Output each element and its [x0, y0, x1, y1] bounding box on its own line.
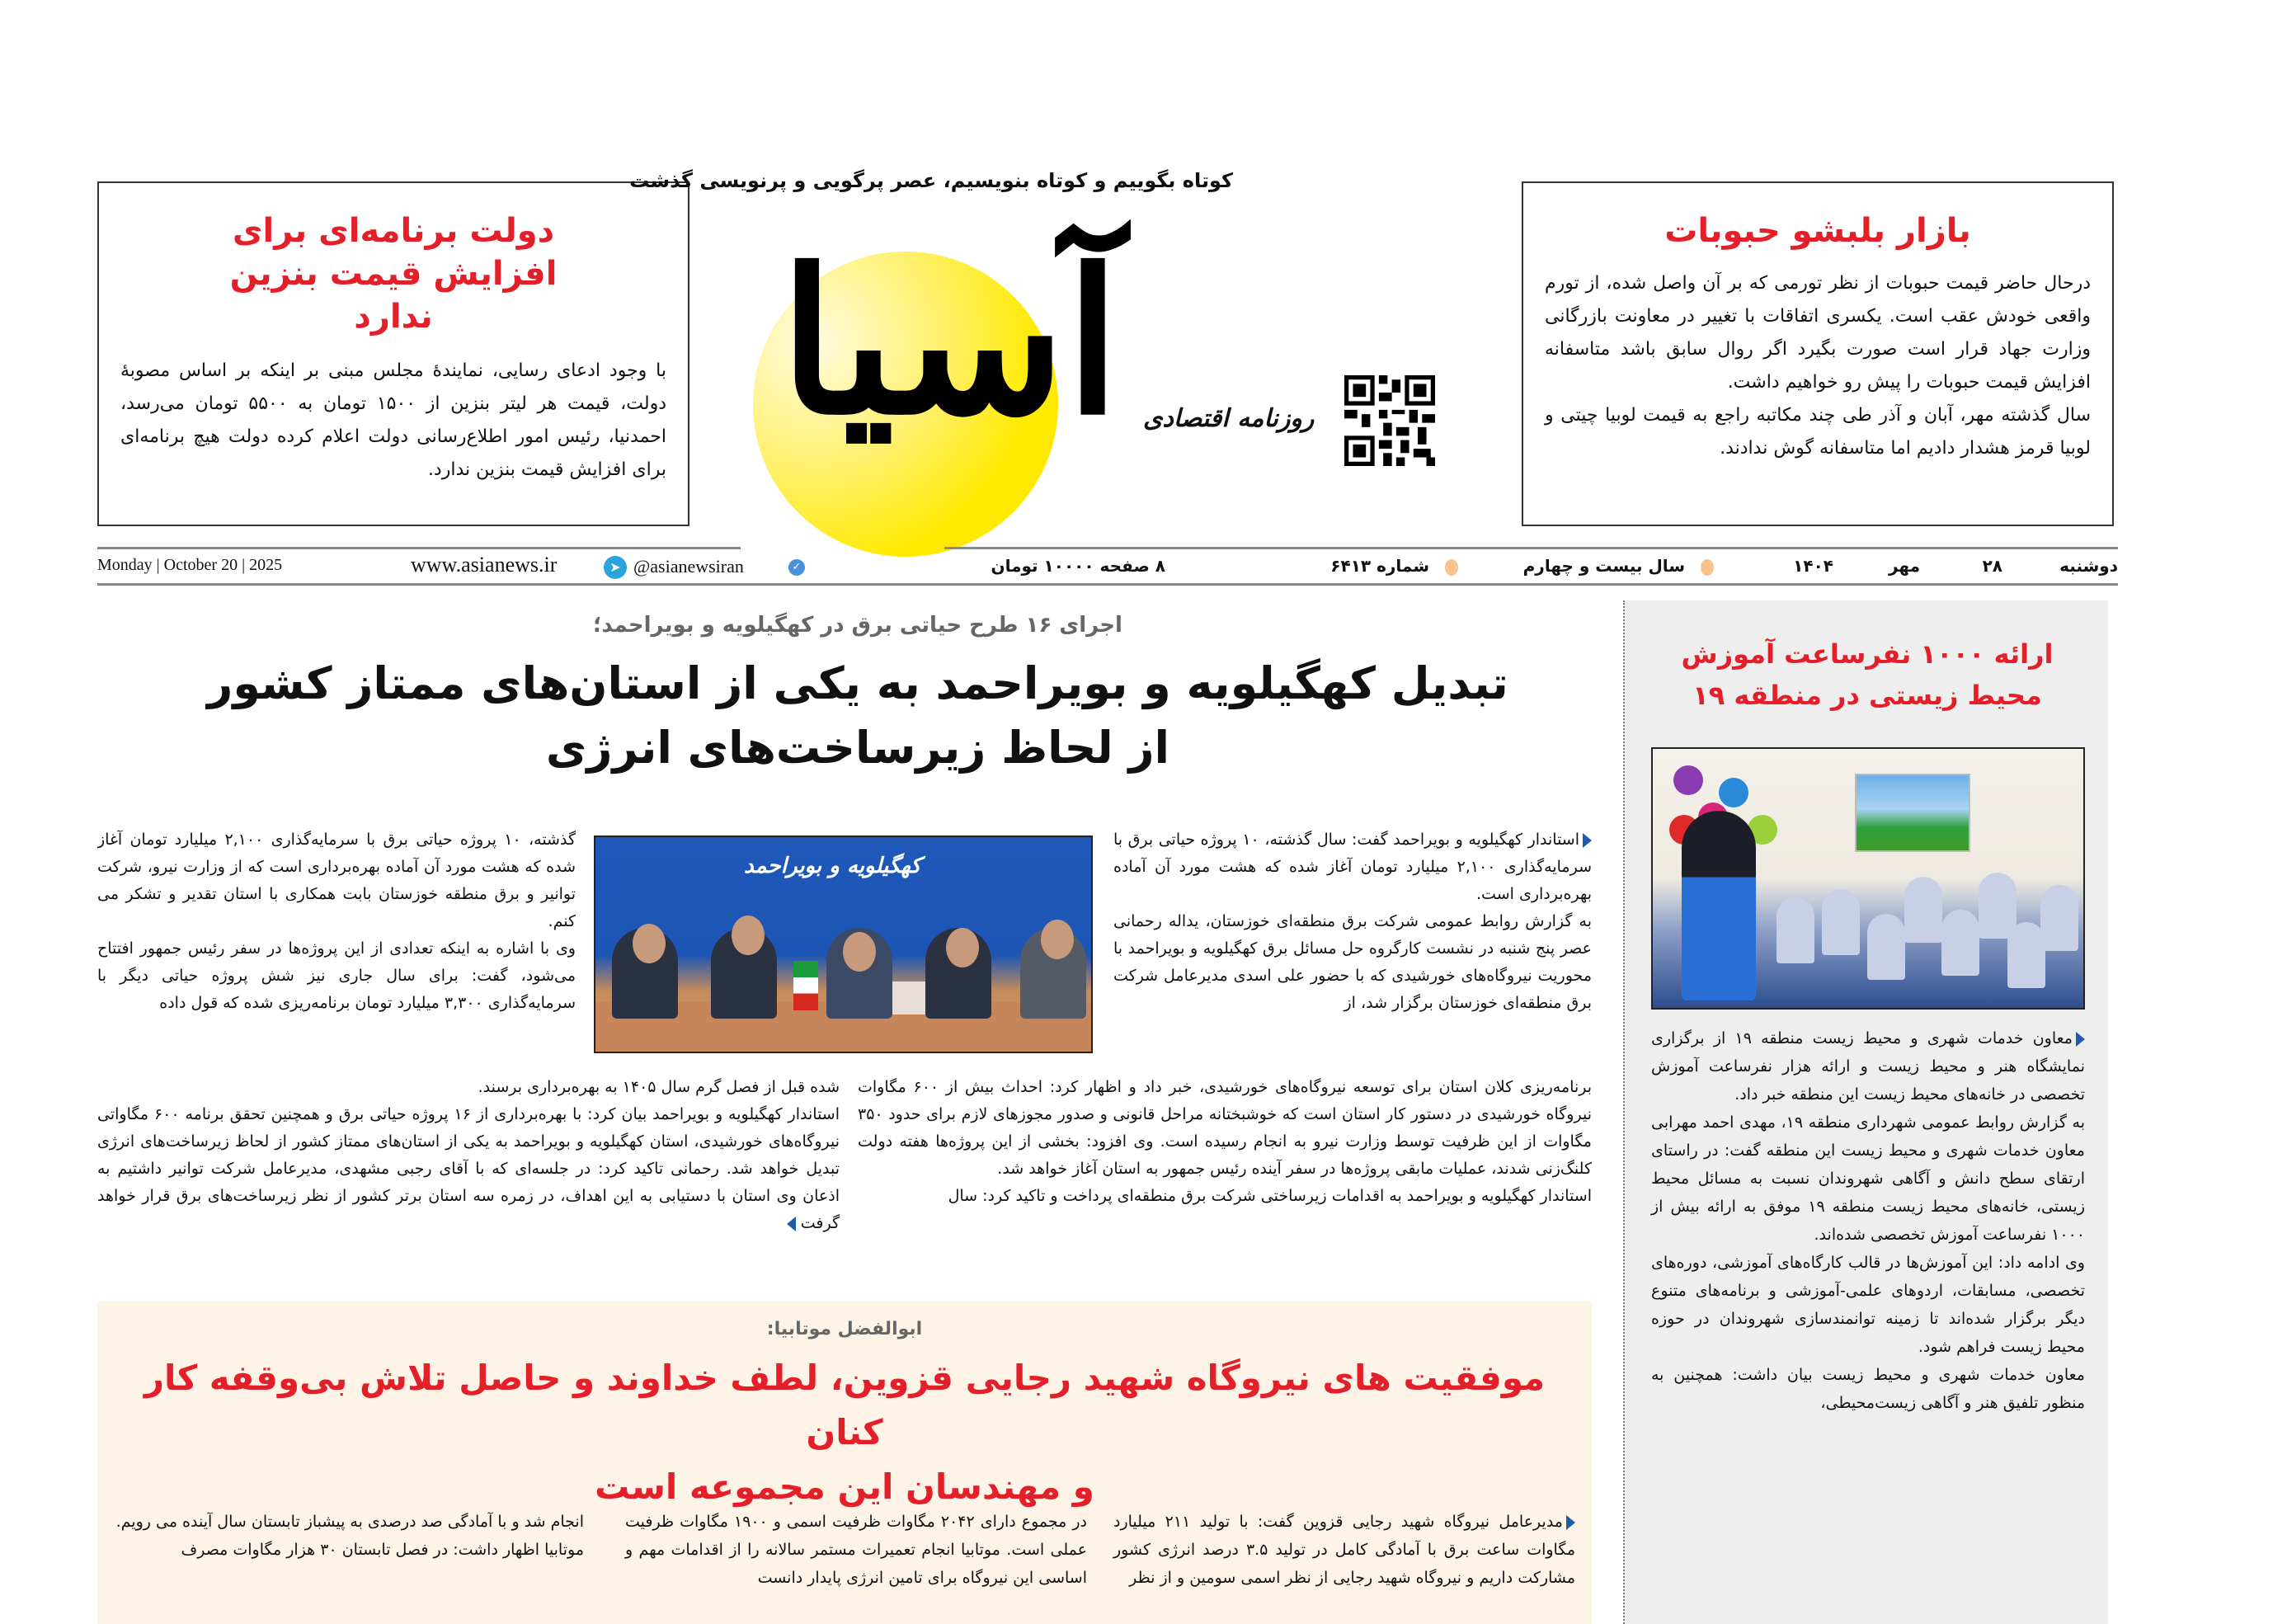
qr-code-icon[interactable] — [1344, 375, 1435, 466]
telegram-icon[interactable]: ➤ — [604, 556, 627, 579]
website-link[interactable]: www.asianews.ir — [411, 553, 558, 577]
issue-number: شماره ۶۴۱۳ — [1330, 556, 1429, 576]
article-kicker: اجرای ۱۶ طرح حیاتی برق در کهگیلویه و بویراحمد؛ — [593, 613, 1122, 638]
person-head — [946, 928, 979, 967]
teaser-title: بازار بلبشو حبوبات — [1664, 212, 1971, 250]
article-paragraph: به گزارش روابط عمومی شرکت برق منطقه‌ای خوزستان، یداله رحمانی عصر پنج شنبه در نشست کارگروه حل مسائل برق کهگیلویه و بویراحمد با محوریت نیروگاه‌های خورشیدی که با حضور علی اسدی مدیرعامل شرکت برق منطقه‌ای خوزستان برگزار شد، از — [1113, 912, 1592, 1012]
student-figure — [2040, 885, 2078, 951]
person-head — [843, 932, 876, 972]
teaser-paragraph: درحال حاضر قیمت حبوبات از نظر تورمی که بر آن واصل شده، از تورم واقعی خودش عقب است. یکسری اتفاقات با تغییر در معاونت بازرگانی وزارت جهاد قرار است صورت بگیرد اگر روال سابق باشد متاسفانه افزایش قیمت حبوبات را پیش رو خواهیم داشت. — [1545, 273, 2091, 393]
headline-line: تبدیل کهگیلویه و بویراحمد به یکی از استان‌های ممتاز کشور — [207, 657, 1508, 709]
article-column — [858, 1074, 1592, 1292]
volume: سال بیست و چهارم — [1522, 556, 1685, 576]
month: مهر — [1888, 556, 1920, 576]
headline-line: از لحاظ زیرساخت‌های انرژی — [545, 722, 1170, 774]
headline-line: ارائه ۱۰۰۰ نفرساعت آموزش — [1681, 638, 2054, 670]
article-paragraph: وی ادامه داد: این آموزش‌ها در قالب کارگاه‌های آموزشی، دوره‌های تخصصی، مسابقات، اردوهای علمی-آموزشی و برنامه‌های متنوع دیگر برگزار شده‌اند تا زمینه توانمندسازی شهروندان در حوزه محیط زیست فراهم شود. — [1651, 1254, 2085, 1356]
wall-flower — [1673, 765, 1703, 795]
article-paragraph: استاندار کهگیلویه و بویراحمد گفت: سال گذشته، ۱۰ پروژه حیاتی برق با سرمایه‌گذاری ۲,۱۰۰ میلیارد تومان آغاز شده که هشت مورد آن آماده بهره‌برداری است. — [1113, 831, 1592, 903]
meeting-photo[interactable] — [594, 836, 1093, 1053]
article-paragraph: وی با اشاره به اینکه تعدادی از این پروژه‌ها در سفر رئیس جمهور افتتاح می‌شود، گفت: برای سال جاری نیز شش پروژه حیاتی دیگر با سرمایه‌گذاری ۳,۳۰۰ میلیارد تومان برنامه‌ریزی شده که قول داده — [97, 939, 576, 1012]
headline-line: محیط زیستی در منطقه ۱۹ — [1692, 680, 2042, 711]
student-figure — [1777, 897, 1814, 963]
separator-dot-icon — [1445, 559, 1458, 576]
photo-banner-text: کهگیلویه و بویراحمد — [744, 854, 921, 878]
issue-info-bar — [97, 551, 2118, 584]
infobar-top-rule — [944, 547, 2118, 549]
article-paragraph: موتابیا اظهار داشت: در فصل تابستان ۳۰ هزار مگاوات مصرف — [181, 1541, 584, 1559]
masthead-tagline: کوتاه بگوییم و کوتاه بنویسیم، عصر پرگویی و پرنویسی گذشت — [629, 169, 1233, 192]
end-bullet-icon — [787, 1217, 796, 1231]
bullet-icon — [1583, 833, 1592, 848]
masthead-subtitle: روزنامه اقتصادی — [1138, 404, 1319, 433]
logo-wordmark: آسیا — [779, 226, 1121, 459]
masthead-logo — [629, 153, 1456, 532]
article-column — [625, 1508, 1087, 1592]
teaser-box-legumes[interactable] — [1522, 181, 2114, 526]
student-figure — [1867, 914, 1905, 980]
bullet-icon — [1566, 1515, 1575, 1530]
article-paragraph: معاون خدمات شهری و محیط زیست بیان داشت: همچنین به منظور تلفیق هنر و آگاهی زیست‌محیطی، — [1651, 1366, 2085, 1412]
infobar-top-rule — [97, 547, 741, 549]
student-figure — [1904, 877, 1942, 943]
article-paragraph: استاندار کهگیلویه و بویراحمد بیان کرد: با بهره‌برداری از ۱۶ پروژه حیاتی برق و همچنین تحقق برنامه ۶۰۰ مگاواتی نیروگاه‌های خورشیدی، استان کهگیلویه و بویراحمد به یکی از استان‌های ممتاز کشور از لحاظ زیرساخت‌های انرژی تبدیل خواهد شد. رحمانی تاکید کرد: در جلسه‌ای که با آقای رجبی مشهدی، مدیرعامل شرکت توانیر داشتیم به اذعان وی استان با دستیابی به این اهداف، در زمره سه استان برتر کشور از نظر زیرساخت‌های برق قرار خواهد گرفت — [97, 1105, 840, 1232]
iran-flag — [793, 961, 818, 1010]
teaser-paragraph: سال گذشته مهر، آبان و آذر طی چند مکاتبه راجع به قیمت لوبیا چیتی و لوبیا قرمز هشدار دادیم اما متاسفانه گوش ندادند. — [1545, 405, 2091, 459]
classroom-photo[interactable] — [1651, 747, 2085, 1010]
article-paragraph: به گزارش روابط عمومی شهرداری منطقه ۱۹، مهدی احمد مهرابی معاون خدمات شهری و محیط زیست این منطقه گفت: در راستای ارتقای سطح دانش و آگاهی شهروندان نسبت به مسائل محیط زیستی، خانه‌های محیط زیست منطقه ۱۹ موفق به ارائه بیش از ۱۰۰۰ نفرساعت آموزش تخصصی شده‌اند. — [1651, 1113, 2085, 1244]
teaser-title: دولت برنامه‌ای برای افزایش قیمت بنزین ندارد — [229, 212, 558, 336]
person-head — [732, 916, 765, 955]
bottom-article — [97, 1302, 1592, 1624]
teacher-figure — [1682, 811, 1756, 1000]
social-handle[interactable]: @asianewsiran — [633, 556, 744, 577]
teaser-box-gasoline[interactable] — [97, 181, 689, 526]
date-english: Monday | October 20 | 2025 — [97, 556, 283, 574]
student-figure — [1941, 910, 1979, 976]
weekday: دوشنبه — [2059, 556, 2118, 576]
article-paragraph: انجام شد و با آمادگی صد درصدی به پیشباز تابستان سال آینده می رویم. — [115, 1513, 584, 1531]
sidebar-body — [1651, 1024, 2085, 1417]
nature-poster — [1855, 774, 1970, 852]
article-kicker: ابوالفضل موتابیا: — [766, 1319, 923, 1339]
article-paragraph: مدیرعامل نیروگاه شهید رجایی قزوین گفت: با تولید ۲۱۱ میلیارد مگاوات ساعت برق با آمادگی کامل در تولید ۳.۵ درصد انرژی کشور مشارکت داریم و نیروگاه شهید رجایی از نظر اسمی سومین و از نظر — [1113, 1513, 1575, 1587]
student-figure — [1822, 889, 1860, 955]
article-column — [97, 1074, 840, 1292]
teaser-body — [1545, 267, 2091, 465]
article-paragraph: استاندار کهگیلویه و بویراحمد به اقدامات زیرساختی شرکت برق منطقه‌ای پرداخت و تاکید کرد: سال — [948, 1187, 1592, 1205]
headline-line: موفقیت های نیروگاه شهید رجایی قزوین، لطف خداوند و حاصل تلاش بی‌وقفه کار کنان — [144, 1358, 1546, 1452]
verified-badge-icon: ✓ — [788, 559, 805, 576]
bullet-icon — [2076, 1032, 2085, 1047]
article-paragraph: معاون خدمات شهری و محیط زیست منطقه ۱۹ از برگزاری نمایشگاه هنر و محیط زیست و ارائه هزار نفرساعت آموزش تخصصی در خانه‌های محیط زیست این منطقه خبر داد. — [1651, 1029, 2085, 1104]
teaser-body — [120, 355, 666, 487]
article-paragraph: شده قبل از فصل گرم سال ۱۴۰۵ به بهره‌برداری برسند. — [478, 1078, 840, 1096]
article-column — [97, 826, 576, 1071]
headline-line: و مهندسان این مجموعه است — [595, 1466, 1094, 1507]
day: ۲۸ — [1982, 556, 2002, 576]
article-paragraph: در مجموع دارای ۲۰۴۲ مگاوات ظرفیت اسمی و ۱۹۰۰ مگاوات ظرفیت عملی است. موتابیا انجام تعمیرات مستمر سالانه را از اقدامات مهم و اساسی این نیروگاه برای تامین انرژی پایدار دانست — [625, 1513, 1087, 1587]
sidebar-headline[interactable] — [1625, 633, 2110, 716]
wall-flower — [1719, 778, 1748, 807]
article-paragraph: گذشته، ۱۰ پروژه حیاتی برق با سرمایه‌گذاری ۲,۱۰۰ میلیارد تومان آغاز شده که هشت مورد آن آماده بهره‌برداری است که از وزارت نیرو، شرکت توانیر و برق منطقه خوزستان بابت همکاری با استان تقدیر و تشکر می کنم. — [97, 831, 576, 930]
article-headline[interactable] — [114, 1351, 1575, 1514]
article-paragraph: برنامه‌ریزی کلان استان برای توسعه نیروگاه‌های خورشیدی، خبر داد و اظهار کرد: احداث بیش از ۶۰۰ مگاوات نیروگاه خورشیدی در دستور کار استان است که خوشبختانه مراحل قانونی و صدور مجوزهای لازم برای حدود ۳۵۰ مگاوات از این ظرفیت توسط وزارت نیرو به انجام رسیده است. وی افزود: بخشی از این پروژه‌ها هفته دولت کلنگ‌زنی شدند، عملیات مابقی پروژه‌ها در سفر آینده رئیس جمهور به استان آغاز خواهد شد. — [858, 1078, 1592, 1178]
article-column — [1113, 826, 1592, 1071]
person-head — [633, 924, 666, 963]
article-column — [114, 1508, 584, 1564]
article-column — [1113, 1508, 1575, 1592]
year: ۱۴۰۴ — [1793, 556, 1833, 576]
teaser-paragraph: با وجود ادعای رسایی، نمایندهٔ مجلس مبنی بر اینکه بر اساس مصوبهٔ دولت، قیمت هر لیتر بنزین از ۱۵۰۰ تومان به ۵۵۰۰ تومان می‌رسد، احمدنیا، رئیس امور اطلاع‌رسانی دولت اعلام کرده دولت هیچ برنامه‌ای برای افزایش قیمت بنزین ندارد. — [120, 360, 666, 480]
article-headline[interactable] — [115, 652, 1600, 780]
separator-dot-icon — [1701, 559, 1714, 576]
pages-price: ۸ صفحه ۱۰۰۰۰ تومان — [991, 556, 1165, 576]
person-head — [1041, 920, 1074, 959]
